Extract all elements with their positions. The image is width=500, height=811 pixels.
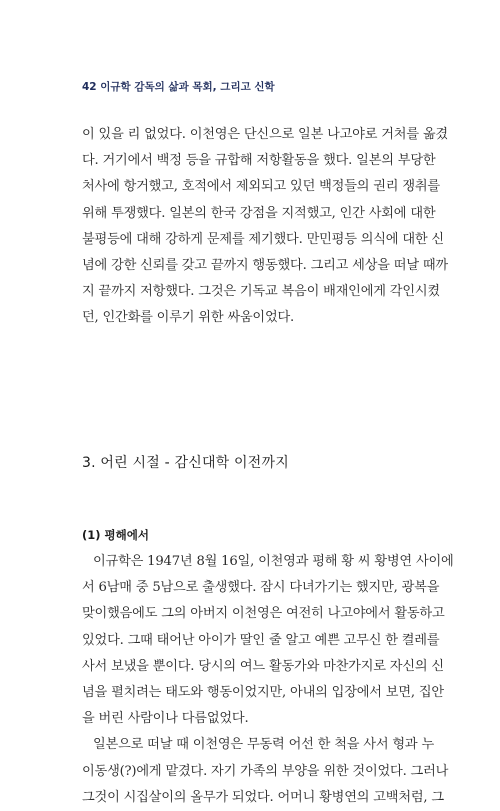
text-line: 다. 거기에서 백정 등을 규합해 저항활동을 했다. 일본의 부당한 [82,153,436,169]
paragraph [82,549,454,732]
text-line: 일본으로 떠날 때 이천영은 무동력 어선 한 척을 사서 형과 누 [93,737,434,753]
text-line: 이규학은 1947년 8월 16일, 이천영과 평해 황 씨 황병연 사이에 [93,554,454,569]
text-line: 던, 인간화를 이루기 위한 싸움이었다. [82,310,295,326]
text-line: 처사에 항거했고, 호적에서 제외되고 있던 백정들의 권리 쟁취를 [82,179,440,195]
text-line: 이동생(?)에게 맡겼다. 자기 가족의 부양을 위한 것이었다. 그러나 [82,763,449,779]
running-head: 42 이규학 감독의 삶과 목회, 그리고 신학 [82,81,275,93]
text-line: 불평등에 대해 강하게 문제를 제기했다. 만민평등 의식에 대한 신 [82,231,444,247]
text-line: 을 버린 사람이나 다름없었다. [82,711,249,727]
text-line: 념을 펼치려는 태도와 행동이었지만, 아내의 입장에서 보면, 집안 [82,684,444,700]
text-line: 사서 보냈을 뿐이다. 당시의 여느 활동가와 마찬가지로 자신의 신 [82,658,444,674]
text-line: 그것이 시집살이의 올무가 되었다. 어머니 황병연의 고백처럼, 그 [82,789,444,805]
subsection-heading: (1) 평해에서 [82,528,149,542]
text-line: 지 끝까지 저항했다. 그것은 기독교 복음이 배재인에게 각인시켰 [82,284,440,300]
paragraph [82,732,449,811]
section-heading: 3. 어린 시절 - 감신대학 이전까지 [82,455,289,471]
text-line: 서 6남매 중 5남으로 출생했다. 잠시 다녀가기는 했지만, 광복을 [82,580,440,596]
text-line: 맞이했음에도 그의 아버지 이천영은 여전히 나고야에서 활동하고 [82,606,445,622]
text-line: 위해 투쟁했다. 일본의 한국 강점을 지적했고, 인간 사회에 대한 [82,205,436,221]
text-line: 있었다. 그때 태어난 아이가 딸인 줄 알고 예쁜 고무신 한 켤레를 [82,632,440,648]
paragraph-continuation [82,122,448,332]
text-line: 이 있을 리 없었다. 이천영은 단신으로 일본 나고야로 거처를 옮겼 [82,127,448,142]
text-line: 념에 강한 신뢰를 갖고 끝까지 행동했다. 그리고 세상을 떠날 때까 [82,257,448,273]
